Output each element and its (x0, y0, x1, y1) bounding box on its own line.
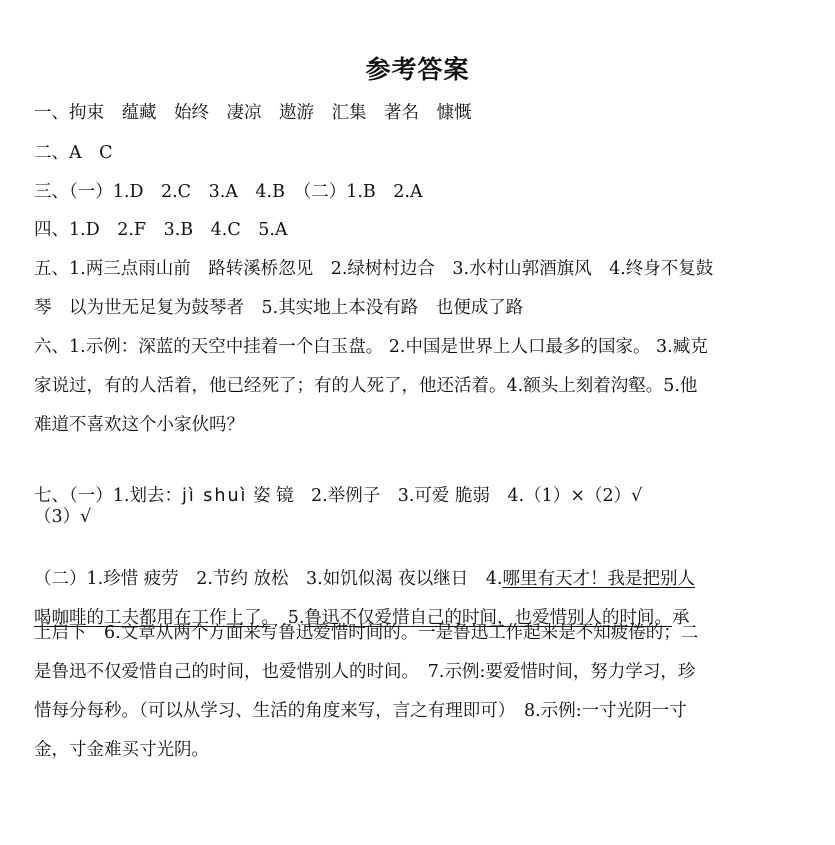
answer-line-13-mid: 5. (270, 608, 305, 628)
underlined-answer-4b: 喝咖啡的工夫都用在工作上了。 (34, 608, 271, 628)
pinyin-text: jì shuì (181, 486, 248, 506)
answer-line-13-end: 承 (671, 608, 690, 628)
answer-line-16: 惜每分每秒。（可以从学习、生活的角度来写，言之有理即可） 8.示例:一寸光阴一寸 (34, 701, 687, 721)
page-title: 参考答案 (365, 55, 470, 84)
answer-line-11: （3）√ (34, 507, 92, 527)
answer-line-4: 四、1.D 2.F 3.B 4.C 5.A (34, 220, 288, 240)
answer-line-10-prefix: 七、（一）1.划去： (34, 486, 182, 506)
answer-line-6: 琴 以为世无足复为鼓琴者 5.其实地上本没有路 也便成了路 (34, 298, 524, 318)
answer-line-15: 是鲁迅不仅爱惜自己的时间，也爱惜别人的时间。 7.示例:要爱惜时间，努力学习，珍 (34, 662, 696, 682)
answer-line-10-rest: 姿 镜 2.举例子 3.可爱 脆弱 4.（1）×（2）√ (247, 486, 643, 506)
answer-line-3: 三、（一）1.D 2.C 3.A 4.B （二）1.B 2.A (34, 182, 423, 202)
answer-line-2: 二、A C (34, 143, 113, 163)
underlined-answer-5: 鲁迅不仅爱惜自己的时间，也爱惜别人的时间。 (304, 608, 672, 628)
answer-line-8: 家说过，有的人活着，他已经死了；有的人死了，他还活着。4.额头上刻着沟壑。5.他 (34, 376, 698, 396)
answer-line-17: 金，寸金难买寸光阴。 (34, 740, 209, 760)
answer-line-1: 一、拘束 蕴藏 始终 凄凉 遨游 汇集 著名 慷慨 (34, 103, 472, 123)
answer-line-5: 五、1.两三点雨山前 路转溪桥忽见 2.绿树村边合 3.水村山郭酒旗风 4.终身不复鼓 (34, 259, 714, 279)
answer-line-7: 六、1.示例：深蓝的天空中挂着一个白玉盘。 2.中国是世界上人口最多的国家。 3.臧克 (34, 337, 708, 357)
underlined-answer-4a: 哪里有天才！我是把别人 (502, 569, 695, 589)
answer-line-10 (34, 460, 642, 508)
answer-line-12-prefix: （二）1.珍惜 疲劳 2.节约 放松 3.如饥似渴 夜以继日 4. (34, 569, 503, 589)
answer-line-9: 难道不喜欢这个小家伙吗？ (34, 415, 244, 435)
answer-line-14: 上启下 6.文章从两个方面来写鲁迅爱惜时间的。一是鲁迅工作起来是不知疲倦的；二 (34, 623, 699, 643)
